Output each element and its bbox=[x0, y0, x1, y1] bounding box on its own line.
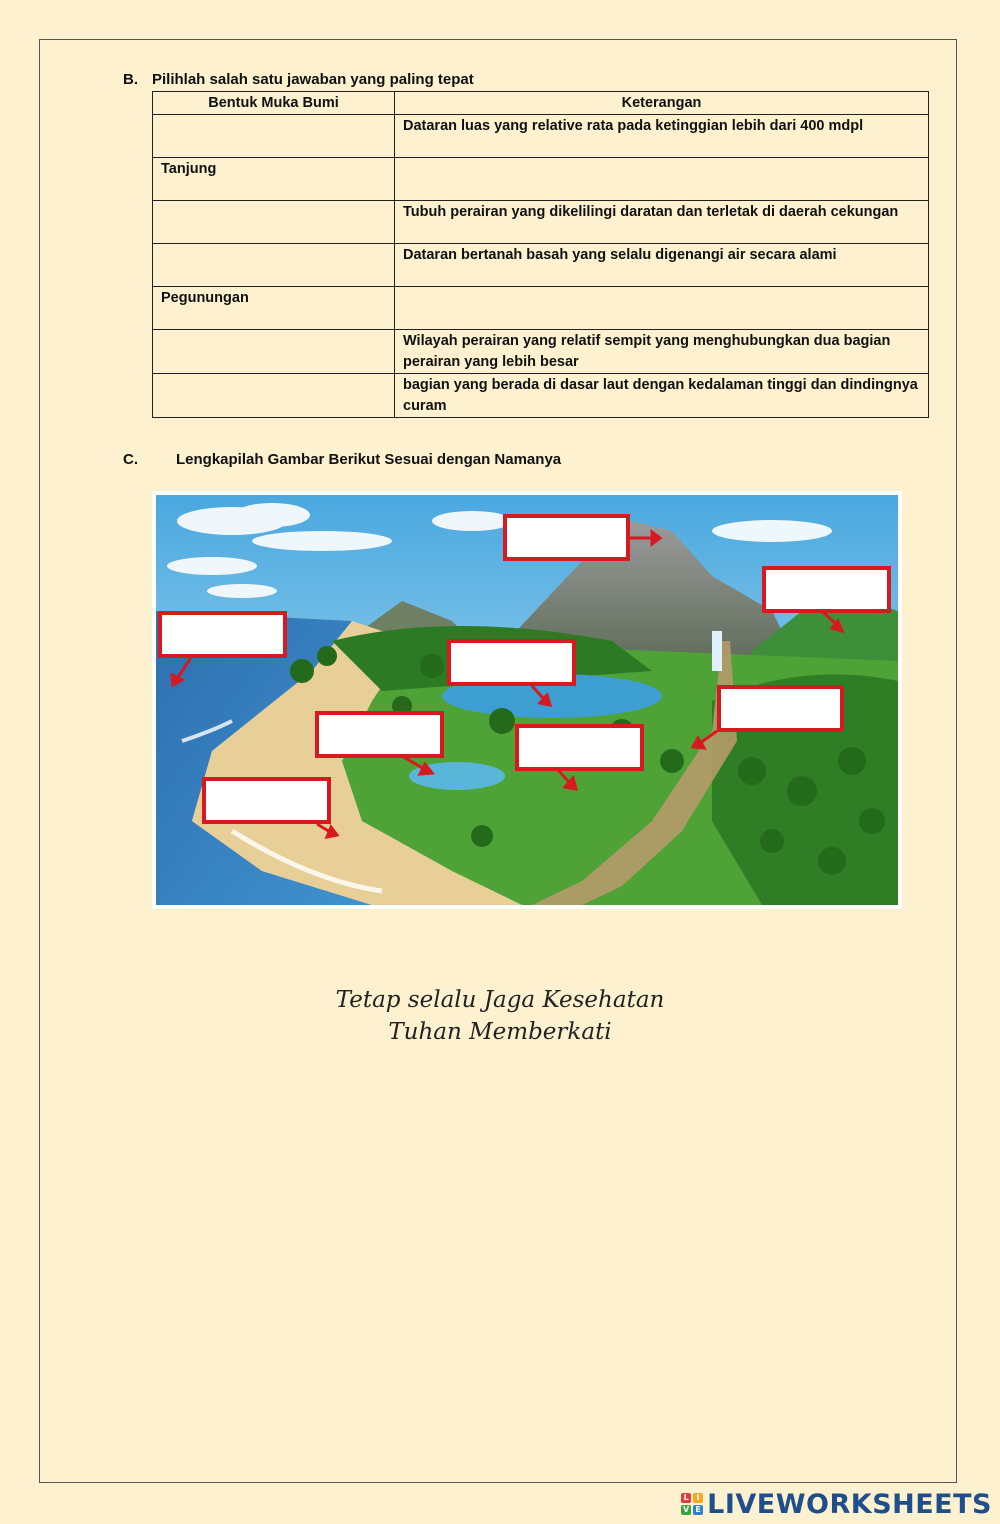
logo-tile: L bbox=[681, 1493, 691, 1503]
answer-box-sea[interactable] bbox=[158, 611, 287, 658]
answer-box-lowland[interactable] bbox=[515, 724, 644, 771]
matching-table bbox=[152, 91, 929, 418]
column-header-description: Keterangan bbox=[395, 92, 929, 115]
description-cell[interactable]: bagian yang berada di dasar laut dengan kedalaman tinggi dan dindingnya curam bbox=[395, 374, 929, 418]
table-row bbox=[153, 374, 929, 418]
section-b-letter: B. bbox=[123, 71, 138, 88]
logo-tile: I bbox=[693, 1493, 703, 1503]
table-row bbox=[153, 244, 929, 287]
section-c-title: Lengkapilah Gambar Berikut Sesuai dengan Namanya bbox=[176, 451, 562, 468]
closing-message bbox=[0, 984, 1000, 1048]
section-b-title: Pilihlah salah satu jawaban yang paling tepat bbox=[152, 71, 474, 88]
liveworksheets-logo-icon bbox=[681, 1493, 703, 1515]
answer-box-lake[interactable] bbox=[447, 639, 576, 686]
description-cell[interactable]: Wilayah perairan yang relatif sempit yang menghubungkan dua bagian perairan yang lebih besar bbox=[395, 330, 929, 374]
landform-cell[interactable] bbox=[153, 374, 395, 418]
closing-line-2: Tuhan Memberkati bbox=[388, 1019, 612, 1045]
table-row bbox=[153, 115, 929, 158]
description-cell[interactable]: Dataran luas yang relative rata pada ketinggian lebih dari 400 mdpl bbox=[395, 115, 929, 158]
answer-box-highland[interactable] bbox=[762, 566, 891, 613]
brand-name: LIVEWORKSHEETS bbox=[707, 1488, 992, 1520]
column-header-landform: Bentuk Muka Bumi bbox=[153, 92, 395, 115]
table-row bbox=[153, 287, 929, 330]
landform-cell[interactable] bbox=[153, 244, 395, 287]
description-cell[interactable]: Dataran bertanah basah yang selalu digenangi air secara alami bbox=[395, 244, 929, 287]
answer-box-swamp[interactable] bbox=[315, 711, 444, 758]
section-c-heading bbox=[123, 451, 561, 468]
section-b-heading bbox=[123, 71, 474, 88]
footer-logo bbox=[681, 1488, 992, 1520]
landform-cell[interactable] bbox=[153, 115, 395, 158]
description-cell[interactable]: Tubuh perairan yang dikelilingi daratan dan terletak di daerah cekungan bbox=[395, 201, 929, 244]
table-row bbox=[153, 201, 929, 244]
landform-cell[interactable] bbox=[153, 330, 395, 374]
description-cell[interactable] bbox=[395, 287, 929, 330]
answer-box-beach[interactable] bbox=[202, 777, 331, 824]
table-header-row bbox=[153, 92, 929, 115]
logo-tile: V bbox=[683, 1505, 690, 1514]
section-c-letter: C. bbox=[123, 451, 138, 468]
table-row bbox=[153, 158, 929, 201]
table-row bbox=[153, 330, 929, 374]
logo-tile: E bbox=[693, 1505, 703, 1515]
landscape-illustration bbox=[152, 491, 902, 909]
description-cell[interactable] bbox=[395, 158, 929, 201]
landform-cell[interactable]: Pegunungan bbox=[153, 287, 395, 330]
answer-box-mountain-peak[interactable] bbox=[503, 514, 630, 561]
landform-cell[interactable]: Tanjung bbox=[153, 158, 395, 201]
answer-box-river[interactable] bbox=[717, 685, 844, 732]
landform-cell[interactable] bbox=[153, 201, 395, 244]
closing-line-1: Tetap selalu Jaga Kesehatan bbox=[335, 987, 665, 1013]
